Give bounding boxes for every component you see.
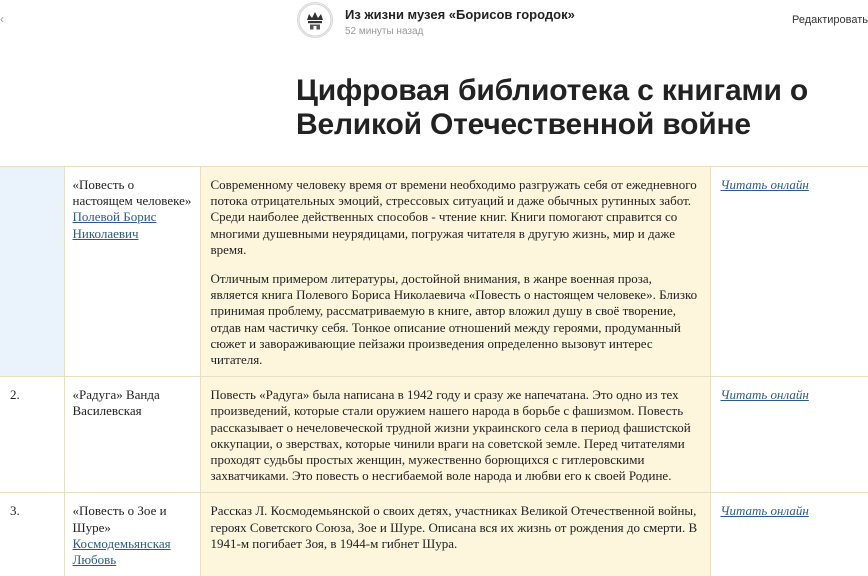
book-title: «Повесть о настоящем человеке»: [72, 177, 192, 209]
read-cell: [710, 167, 868, 377]
article-title: Цифровая библиотека с книгами о Великой Отечественной войне: [296, 74, 808, 141]
author-link[interactable]: Полевой Борис Николаевич: [72, 209, 157, 241]
read-online-link[interactable]: Читать онлайн: [720, 177, 809, 192]
author-link[interactable]: Космодемьянская Любовь: [72, 535, 171, 568]
post-time: 52 минуты назад: [345, 26, 424, 37]
book-title: «Повесть о Зое и Шуре»: [72, 503, 167, 535]
book-cell: [64, 493, 200, 576]
read-cell: [710, 377, 868, 493]
book-description: [200, 167, 710, 377]
table-row: [0, 377, 868, 493]
book-cell: [64, 167, 200, 377]
table-row: [0, 493, 868, 576]
description-paragraph: Современному человеку время от времени необходимо разгружать себя от ежедневного потока отрицательных эмоций, стрессовых ситуаций и даже обычных рутинных забот. Среди наиболее действенных способов - чтение книг. Книги помогают справится со многими душевными неурядицами, погружая читателя в другую жизнь, мир и даже время.: [210, 177, 697, 257]
edit-button[interactable]: Редактировать: [792, 14, 868, 26]
read-online-link[interactable]: Читать онлайн: [720, 387, 809, 403]
museum-logo-icon: [298, 3, 332, 37]
channel-name[interactable]: Из жизни музея «Борисов городок»: [345, 7, 575, 22]
book-cell: [64, 377, 200, 493]
read-online-link[interactable]: Читать онлайн: [720, 503, 809, 519]
read-cell: [710, 493, 868, 576]
row-number: [0, 167, 64, 377]
back-chevron-icon[interactable]: ‹: [0, 12, 4, 26]
table-row: [0, 167, 868, 377]
description-paragraph: Рассказ Л. Космодемьянской о своих детях, участниках Великой Отечественной войны, героях Советского Союза, Зое и Шуре. Описана вся их жизнь от рождения до смерти. В 1941-м погибает Зоя, в 1944-м гибнет Шура.: [210, 503, 698, 551]
books-table: [0, 166, 868, 576]
row-number: 3.: [0, 493, 64, 576]
channel-avatar[interactable]: [297, 2, 333, 38]
post-header: [0, 0, 868, 50]
row-number: 2.: [0, 377, 64, 493]
description-paragraph: Отличным примером литературы, достойной внимания, в жанре военная проза, является книга Полевого Бориса Николаевича «Повесть о настоящем человеке». Близко принимая проблему, рассматриваемую в книге, автор вложил душу в своё творение, отдав нам частичку себя. Тонкое описание отношений между героями, продуманный сюжет и завораживающие пейзажи произведения определенно вызовут интерес читателя.: [210, 271, 698, 368]
book-title: «Радуга» Ванда Василевская: [72, 387, 160, 419]
book-description: [200, 493, 710, 576]
book-description: [200, 377, 710, 493]
description-paragraph: Повесть «Радуга» была написана в 1942 году и сразу же напечатана. Это одно из тех произведений, которые стали оружием нашего народа в борьбе с фашизмом. Повесть рассказывает о нечеловеческой трудной жизни украинского села в период фашистской оккупации, о зверствах, которые чинили враги на советской земле. Перед читателями проходят судьбы простых женщин, мужественно борющихся с гитлеровскими захватчиками. Это повесть о несгибаемой воле народа и любви его к своей Родине.: [210, 387, 691, 484]
